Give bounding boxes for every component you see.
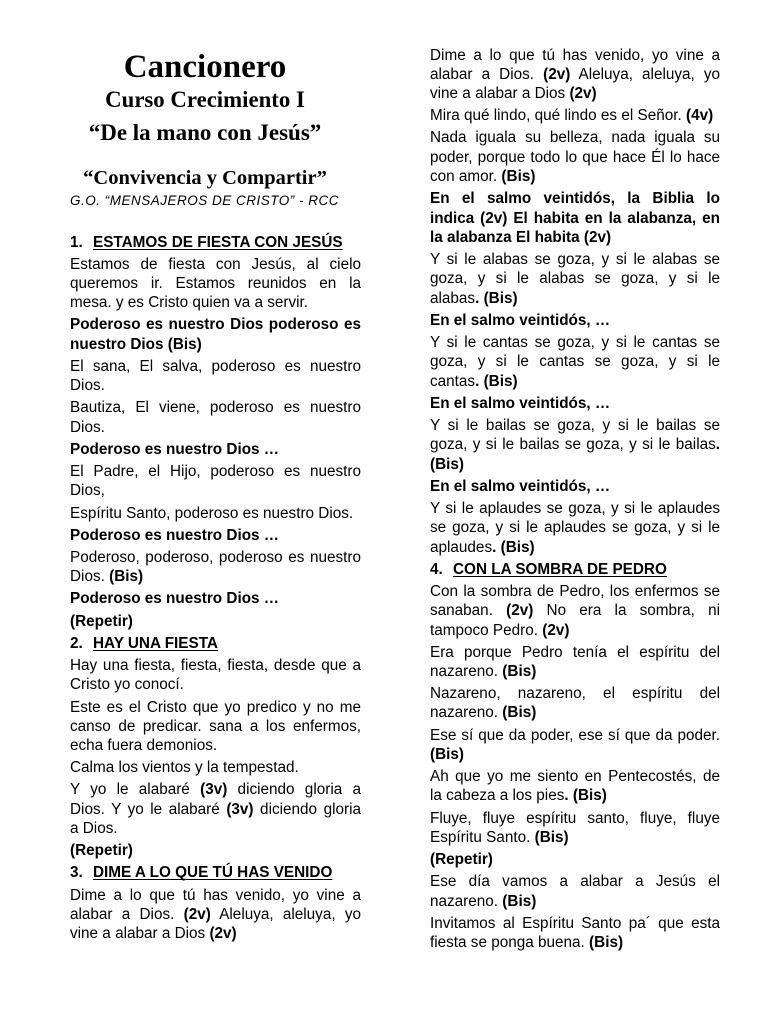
text-run: No era la sombra, ni [533, 602, 720, 620]
repeat-note: (4v) [685, 107, 714, 125]
verse-line: poder, porque todo lo que hace Él lo hace [430, 148, 720, 166]
verse [430, 872, 720, 911]
song-number: 3. [70, 864, 83, 882]
left-column [70, 233, 361, 947]
verse [70, 357, 361, 396]
repeat-note: (2v) [569, 85, 597, 103]
verse-line [430, 892, 720, 911]
repeat-note: (3v) [200, 781, 228, 799]
verse-line: Ah que yo me siento en Pentecostés, de [430, 768, 720, 786]
verse-line [430, 106, 720, 125]
course-name: Curso Crecimiento I [105, 86, 305, 112]
chorus [430, 189, 720, 247]
verse-line: Este es el Cristo que yo predico y no me [70, 698, 361, 716]
text-run: aplaudes [430, 538, 493, 556]
repeat-note: (Bis) [502, 662, 537, 680]
song-title: HAY UNA FIESTA [93, 634, 218, 652]
repeat-note: (3v) [226, 800, 254, 818]
verse-line: Invitamos al Espíritu Santo pa´ que esta [430, 914, 720, 932]
verse-line: Poderoso es nuestro Dios … [70, 526, 280, 544]
chorus [430, 311, 720, 330]
verse [70, 698, 361, 756]
text-run: Mira qué lindo, qué lindo es el Señor. [430, 107, 686, 125]
song-heading [430, 560, 720, 579]
text-run: nazareno. [430, 704, 503, 722]
chorus [430, 394, 720, 413]
verse [70, 656, 361, 695]
verse-line: El sana, El salva, poderoso es nuestro [70, 357, 361, 375]
verse-line: goza, y si le cantas se goza, y si le [430, 353, 720, 371]
verse-line: Con la sombra de Pedro, los enfermos se [430, 582, 720, 600]
text-run: goza, y si le bailas se goza, y si le bailas [430, 436, 716, 454]
verse-line [70, 924, 361, 943]
repeat-note: (Bis) [502, 704, 537, 722]
verse-line [70, 800, 361, 819]
verse-line: se goza, y si le aplaudes se goza, y si le [430, 519, 720, 537]
chorus [70, 612, 361, 631]
text-run: nazareno. [430, 892, 503, 910]
chorus [70, 315, 361, 354]
event-theme: “Convivencia y Compartir” [83, 166, 327, 189]
repeat-note: (2v) [183, 905, 211, 923]
verse-line: Nada iguala su belleza, nada iguala su [430, 129, 720, 147]
verse-line: a Dios. [70, 820, 118, 838]
verse-line: Poderoso es nuestro Dios poderoso es [70, 316, 361, 334]
chorus [430, 850, 720, 869]
verse-line: El Padre, el Hijo, poderoso es nuestro [70, 463, 361, 481]
repeat-note: (2v) [543, 65, 571, 83]
group-name: G.O. “MENSAJEROS DE CRISTO” - RCC [70, 193, 340, 209]
repeat-note: (Bis) [589, 934, 624, 952]
verse-line: Dios. [70, 418, 105, 436]
verse-line: Hay una fiesta, fiesta, fiesta, desde que a [70, 657, 361, 675]
verse-line: Cristo yo conocí. [70, 676, 184, 694]
verse [430, 46, 720, 104]
text-run: alabar a Dios. [430, 65, 544, 83]
song-number: 2. [70, 634, 83, 652]
song-heading [70, 634, 361, 653]
text-run: diciendo gloria a [227, 781, 361, 799]
verse-line: (Repetir) [70, 612, 133, 630]
text-run: Aleluya, aleluya, yo [570, 65, 720, 83]
song-title: DIME A LO QUE TÚ HAS VENIDO [93, 864, 333, 882]
text-run: cantas [430, 372, 476, 390]
verse-line [430, 372, 720, 391]
verse-line: Dios. [70, 377, 105, 395]
verse-line [430, 662, 720, 681]
verse-line: (Repetir) [430, 851, 493, 869]
song-number: 4. [430, 560, 443, 578]
verse-line: Bautiza, El viene, poderoso es nuestro [70, 399, 361, 417]
verse-line [430, 828, 720, 847]
verse-line [430, 703, 720, 722]
text-run: nazareno. [430, 662, 503, 680]
verse-line: la alabanza El habita (2v) [430, 228, 612, 246]
verse-line: Y si le bailas se goza, y si le bailas se [430, 416, 720, 434]
repeat-note: . (Bis) [475, 289, 518, 307]
verse-line: indica (2v) El habita en la alabanza, en [430, 209, 720, 227]
verse-line: Ese sí que da poder, ese sí que da poder. [430, 726, 720, 744]
verse-line: Era porque Pedro tenía el espíritu del [430, 643, 720, 661]
repeat-note: . (Bis) [475, 372, 518, 390]
chorus [70, 440, 361, 459]
repeat-note: (Bis) [534, 828, 569, 846]
verse-line [430, 435, 720, 454]
verse [430, 250, 720, 308]
verse [70, 780, 361, 838]
verse-line: goza, y si le alabas se goza, y si le [430, 270, 720, 288]
text-run: Y yo le alabaré [70, 781, 201, 799]
text-run: con amor. [430, 168, 502, 186]
verse [70, 548, 361, 587]
text-run: vine a alabar a Dios [70, 925, 210, 943]
songbook-title: Cancionero [123, 49, 287, 86]
repeat-note: . (Bis) [564, 787, 607, 805]
course-motto: “De la mano con Jesús” [88, 120, 322, 146]
verse-line: (Repetir) [70, 842, 133, 860]
verse-line: Dime a lo que tú has venido, yo vine a [430, 46, 720, 64]
verse-line: Fluye, fluye espíritu santo, fluye, fluye [430, 809, 720, 827]
text-run: Espíritu Santo. [430, 828, 535, 846]
verse-line: Y si le aplaudes se goza, y si le aplaudes [430, 499, 720, 517]
verse-line: Dios, [70, 482, 105, 500]
verse-line: Y si le cantas se goza, y si le cantas se [430, 334, 720, 351]
verse [430, 416, 720, 474]
text-run: sanaban. [430, 602, 507, 620]
text-run: la cabeza a los pies [430, 787, 565, 805]
verse-line: Poderoso es nuestro Dios … [70, 440, 280, 458]
verse-line [430, 621, 720, 640]
verse [70, 504, 361, 523]
text-run: fiesta se ponga buena. [430, 934, 590, 952]
verse-line: En el salmo veintidós, … [430, 477, 611, 495]
verse-line [70, 567, 361, 586]
verse-line: Dime a lo que tú has venido, yo vine a [70, 886, 361, 904]
verse-line: En el salmo veintidós, … [430, 311, 611, 329]
verse-line: Espíritu Santo, poderoso es nuestro Dios. [70, 504, 354, 522]
verse [70, 255, 361, 313]
repeat-note: (Bis) [501, 168, 536, 186]
verse [430, 643, 720, 682]
repeat-note: (Bis) [430, 745, 464, 763]
verse-line [430, 538, 720, 557]
verse-line [430, 786, 720, 805]
verse [70, 758, 361, 777]
repeat-note: (2v) [209, 925, 237, 943]
song-number: 1. [70, 233, 83, 251]
song-heading [70, 233, 361, 252]
text-run: tampoco Pedro. [430, 621, 543, 639]
verse-line [430, 933, 720, 952]
text-run: vine a alabar a Dios [430, 85, 570, 103]
right-column [430, 46, 720, 956]
text-run: diciendo gloria [253, 800, 361, 818]
verse-line: Calma los vientos y la tempestad. [70, 759, 299, 777]
text-run: Dios. Y yo le alabaré [70, 800, 227, 818]
verse-line: canso de predicar. sana a los enfermos, [70, 717, 361, 735]
chorus [430, 477, 720, 496]
repeat-note: (Bis) [502, 892, 537, 910]
verse [430, 582, 720, 640]
verse-line: En el salmo veintidós, la Biblia lo [430, 190, 720, 208]
verse-line [430, 745, 720, 764]
song-heading [70, 863, 361, 882]
text-run: alabar a Dios. [70, 905, 184, 923]
text-run: alabas [430, 289, 476, 307]
verse-line: mesa. y es Cristo quien va a servir. [70, 294, 309, 312]
verse-line: Poderoso, poderoso, poderoso es nuestro [70, 548, 361, 566]
chorus [70, 589, 361, 608]
verse-line: Y si le alabas se goza, y si le alabas se [430, 251, 720, 269]
verse-line [70, 905, 361, 924]
verse-line [430, 601, 720, 620]
verse [430, 499, 720, 557]
verse-line [430, 455, 720, 474]
chorus [70, 526, 361, 545]
verse-line: Nazareno, nazareno, el espíritu del [430, 685, 720, 703]
verse-line [70, 780, 361, 799]
text-run: Dios. [70, 568, 110, 586]
verse [70, 462, 361, 501]
verse [430, 726, 720, 765]
verse [430, 684, 720, 723]
verse-line: echa fuera demonios. [70, 737, 218, 755]
verse [70, 886, 361, 944]
repeat-note: (Bis) [430, 455, 464, 473]
verse [430, 809, 720, 848]
verse [430, 767, 720, 806]
verse-line [430, 167, 720, 186]
repeat-note: (2v) [506, 602, 534, 620]
song-title: CON LA SOMBRA DE PEDRO [453, 560, 667, 578]
verse [430, 333, 720, 391]
verse-line: nuestro Dios (Bis) [70, 335, 202, 353]
repeat-note: (2v) [542, 621, 570, 639]
song-title: ESTAMOS DE FIESTA CON JESÚS [93, 233, 343, 251]
verse [430, 914, 720, 953]
repeat-note: . [715, 436, 720, 454]
verse-line: Estamos de fiesta con Jesús, al cielo [70, 255, 361, 273]
verse-line [430, 84, 720, 103]
repeat-note: (Bis) [109, 568, 144, 586]
verse-line: Poderoso es nuestro Dios … [70, 590, 280, 608]
verse-line [430, 289, 720, 308]
verse-line: Ese día vamos a alabar a Jesús el [430, 873, 720, 891]
verse-line [430, 65, 720, 84]
verse [430, 106, 720, 125]
verse [430, 128, 720, 186]
text-run: Aleluya, aleluya, yo [210, 905, 361, 923]
verse-line: queremos ir. Estamos reunidos en la [70, 274, 361, 292]
chorus [70, 841, 361, 860]
verse [70, 398, 361, 437]
repeat-note: . (Bis) [492, 538, 535, 556]
verse-line: En el salmo veintidós, … [430, 394, 611, 412]
